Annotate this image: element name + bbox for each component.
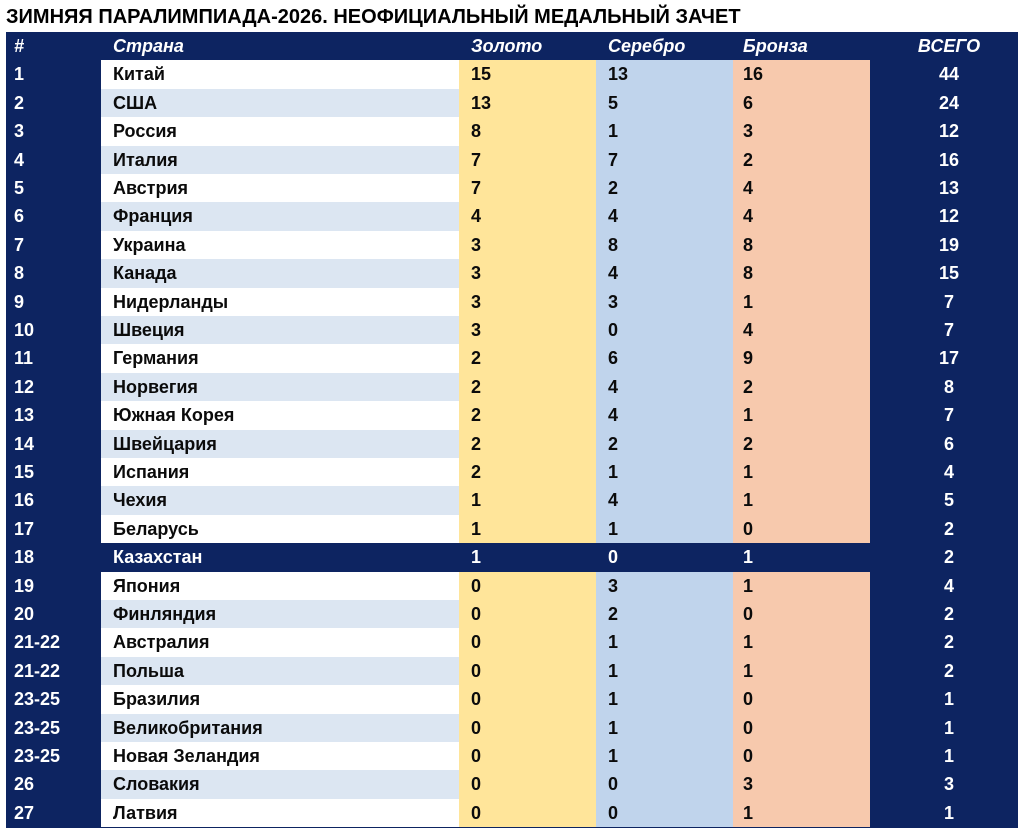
silver-cell: 2 (596, 174, 733, 202)
total-cell: 44 (938, 64, 960, 85)
table-row (6, 657, 1018, 685)
table-row (6, 685, 1018, 713)
silver-cell: 4 (596, 259, 733, 287)
country-cell: Австрия (101, 174, 459, 202)
table-row (6, 174, 1018, 202)
bronze-cell: 4 (733, 174, 870, 202)
bronze-cell: 8 (733, 231, 870, 259)
rank-cell: 3 (14, 121, 25, 142)
bronze-cell: 1 (733, 288, 870, 316)
silver-cell: 2 (596, 600, 733, 628)
country-cell: Норвегия (101, 373, 459, 401)
rank-cell: 27 (14, 802, 35, 823)
bronze-cell: 1 (733, 401, 870, 429)
rank-cell: 23-25 (14, 689, 61, 710)
gold-cell: 3 (459, 231, 596, 259)
header-silver: Серебро (608, 36, 686, 56)
rank-cell: 17 (14, 518, 35, 539)
header-country: Страна (113, 36, 184, 56)
silver-cell: 3 (596, 572, 733, 600)
country-cell: Украина (101, 231, 459, 259)
total-cell: 17 (938, 348, 960, 369)
country-cell: Чехия (101, 486, 459, 514)
silver-cell: 1 (596, 628, 733, 656)
table-row (6, 202, 1018, 230)
gold-cell: 0 (459, 742, 596, 770)
country-cell: Китай (101, 60, 459, 88)
country-cell: Франция (101, 202, 459, 230)
rank-cell: 12 (14, 376, 35, 397)
silver-cell: 1 (596, 515, 733, 543)
country-cell: Австралия (101, 628, 459, 656)
rank-cell: 14 (14, 433, 35, 454)
table-row (6, 515, 1018, 543)
gold-cell: 3 (459, 316, 596, 344)
total-cell: 2 (943, 518, 954, 539)
gold-cell: 0 (459, 600, 596, 628)
gold-cell: 8 (459, 117, 596, 145)
table-row (6, 344, 1018, 372)
table-row (6, 316, 1018, 344)
rank-cell: 13 (14, 405, 35, 426)
bronze-cell: 2 (733, 430, 870, 458)
country-cell: Беларусь (101, 515, 459, 543)
rank-cell: 8 (14, 263, 25, 284)
bronze-cell: 0 (733, 742, 870, 770)
silver-cell: 1 (596, 714, 733, 742)
bronze-cell: 0 (733, 600, 870, 628)
silver-cell: 13 (596, 60, 733, 88)
table-row (6, 628, 1018, 656)
rank-cell: 18 (14, 547, 35, 568)
country-cell: Великобритания (101, 714, 459, 742)
bronze-cell: 16 (733, 60, 870, 88)
gold-cell: 1 (459, 486, 596, 514)
gold-cell: 3 (459, 259, 596, 287)
country-cell: Италия (101, 146, 459, 174)
country-cell: Бразилия (101, 685, 459, 713)
country-cell: Финляндия (101, 600, 459, 628)
silver-cell: 4 (596, 202, 733, 230)
silver-cell: 8 (596, 231, 733, 259)
table-row (6, 714, 1018, 742)
bronze-cell: 3 (733, 117, 870, 145)
rank-cell: 16 (14, 490, 35, 511)
country-cell: Нидерланды (101, 288, 459, 316)
total-cell: 5 (943, 490, 954, 511)
rank-cell: 4 (14, 149, 25, 170)
total-cell: 4 (943, 462, 954, 482)
bronze-cell: 1 (733, 799, 870, 827)
rank-cell: 20 (14, 604, 35, 624)
rank-cell: 21-22 (14, 632, 61, 653)
total-cell: 8 (943, 376, 954, 397)
country-cell: Япония (101, 572, 459, 600)
total-cell: 7 (943, 291, 954, 312)
country-cell: Словакия (101, 770, 459, 798)
table-row (6, 458, 1018, 486)
gold-cell: 1 (459, 543, 596, 571)
gold-cell: 0 (459, 714, 596, 742)
country-cell: Казахстан (101, 543, 459, 571)
page-title: ЗИМНЯЯ ПАРАЛИМПИАДА-2026. НЕОФИЦИАЛЬНЫЙ МЕДАЛЬНЫЙ ЗАЧЕТ (6, 6, 741, 28)
rank-cell: 23-25 (14, 746, 61, 766)
medal-table (6, 32, 1018, 828)
table-row (6, 770, 1018, 798)
table-row (6, 146, 1018, 174)
table-row (6, 259, 1018, 287)
gold-cell: 0 (459, 572, 596, 600)
gold-cell: 7 (459, 174, 596, 202)
silver-cell: 1 (596, 685, 733, 713)
total-cell: 2 (943, 660, 954, 681)
country-cell: Швеция (101, 316, 459, 344)
gold-cell: 3 (459, 288, 596, 316)
table-header-row (6, 32, 1018, 60)
bronze-cell: 1 (733, 486, 870, 514)
gold-cell: 0 (459, 657, 596, 685)
country-cell: Германия (101, 344, 459, 372)
table-row (6, 401, 1018, 429)
bronze-cell: 1 (733, 657, 870, 685)
table-row (6, 89, 1018, 117)
bronze-cell: 1 (733, 572, 870, 600)
table-row (6, 799, 1018, 827)
rank-cell: 10 (14, 320, 35, 340)
silver-cell: 6 (596, 344, 733, 372)
silver-cell: 3 (596, 288, 733, 316)
total-cell: 12 (938, 121, 960, 142)
total-cell: 19 (938, 234, 960, 255)
country-cell: Канада (101, 259, 459, 287)
country-cell: Испания (101, 458, 459, 486)
country-cell: Южная Корея (101, 401, 459, 429)
rank-cell: 19 (14, 575, 35, 596)
rank-cell: 7 (14, 234, 25, 255)
table-row (6, 117, 1018, 145)
gold-cell: 13 (459, 89, 596, 117)
header-bronze: Бронза (743, 36, 808, 56)
bronze-cell: 4 (733, 316, 870, 344)
rank-cell: 26 (14, 774, 35, 795)
silver-cell: 7 (596, 146, 733, 174)
total-cell: 7 (943, 405, 954, 426)
gold-cell: 0 (459, 628, 596, 656)
silver-cell: 0 (596, 770, 733, 798)
gold-cell: 2 (459, 430, 596, 458)
total-cell: 24 (938, 92, 960, 113)
bronze-cell: 8 (733, 259, 870, 287)
total-cell: 16 (938, 149, 960, 170)
bronze-cell: 0 (733, 515, 870, 543)
gold-cell: 0 (459, 685, 596, 713)
table-row (6, 572, 1018, 600)
bronze-cell: 2 (733, 146, 870, 174)
gold-cell: 0 (459, 799, 596, 827)
gold-cell: 4 (459, 202, 596, 230)
total-cell: 15 (938, 263, 960, 284)
rank-cell: 2 (14, 92, 25, 113)
rank-cell: 23-25 (14, 717, 61, 738)
header-gold: Золото (471, 36, 543, 56)
country-cell: Швейцария (101, 430, 459, 458)
total-cell: 1 (943, 689, 954, 710)
table-row (6, 288, 1018, 316)
bronze-cell: 1 (733, 458, 870, 486)
table-row (6, 600, 1018, 628)
bronze-cell: 0 (733, 714, 870, 742)
silver-cell: 2 (596, 430, 733, 458)
table-row (6, 486, 1018, 514)
country-cell: Латвия (101, 799, 459, 827)
gold-cell: 7 (459, 146, 596, 174)
table-row (6, 373, 1018, 401)
country-cell: Новая Зеландия (101, 742, 459, 770)
total-cell: 2 (943, 604, 954, 624)
rank-cell: 5 (14, 178, 25, 198)
total-cell: 1 (943, 746, 954, 766)
country-cell: США (101, 89, 459, 117)
total-cell: 1 (943, 802, 954, 823)
table-row (6, 430, 1018, 458)
gold-cell: 0 (459, 770, 596, 798)
silver-cell: 4 (596, 373, 733, 401)
total-cell: 12 (938, 206, 960, 227)
gold-cell: 15 (459, 60, 596, 88)
bronze-cell: 1 (733, 628, 870, 656)
silver-cell: 5 (596, 89, 733, 117)
header-rank: # (14, 36, 25, 56)
bronze-cell: 0 (733, 685, 870, 713)
silver-cell: 1 (596, 117, 733, 145)
gold-cell: 2 (459, 458, 596, 486)
table-row (6, 543, 1018, 571)
gold-cell: 2 (459, 344, 596, 372)
total-cell: 2 (943, 547, 954, 568)
bronze-cell: 3 (733, 770, 870, 798)
rank-cell: 21-22 (14, 660, 61, 681)
silver-cell: 4 (596, 401, 733, 429)
bronze-cell: 2 (733, 373, 870, 401)
country-cell: Россия (101, 117, 459, 145)
gold-cell: 2 (459, 401, 596, 429)
rank-cell: 11 (14, 348, 34, 369)
silver-cell: 0 (596, 543, 733, 571)
total-cell: 2 (943, 632, 954, 653)
silver-cell: 0 (596, 316, 733, 344)
rank-cell: 9 (14, 291, 25, 312)
total-cell: 3 (943, 774, 954, 795)
rank-cell: 6 (14, 206, 25, 227)
bronze-cell: 4 (733, 202, 870, 230)
table-row (6, 742, 1018, 770)
total-cell: 7 (943, 320, 954, 340)
rank-cell: 1 (14, 64, 25, 85)
total-cell: 13 (938, 178, 960, 198)
silver-cell: 1 (596, 458, 733, 486)
silver-cell: 1 (596, 742, 733, 770)
silver-cell: 4 (596, 486, 733, 514)
rank-cell: 15 (14, 462, 35, 482)
gold-cell: 1 (459, 515, 596, 543)
silver-cell: 0 (596, 799, 733, 827)
table-row (6, 60, 1018, 88)
country-cell: Польша (101, 657, 459, 685)
table-row (6, 231, 1018, 259)
gold-cell: 2 (459, 373, 596, 401)
total-cell: 4 (943, 575, 954, 596)
header-total: ВСЕГО (917, 36, 981, 56)
silver-cell: 1 (596, 657, 733, 685)
bronze-cell: 1 (733, 543, 870, 571)
total-cell: 1 (943, 717, 954, 738)
bronze-cell: 6 (733, 89, 870, 117)
total-cell: 6 (943, 433, 954, 454)
bronze-cell: 9 (733, 344, 870, 372)
